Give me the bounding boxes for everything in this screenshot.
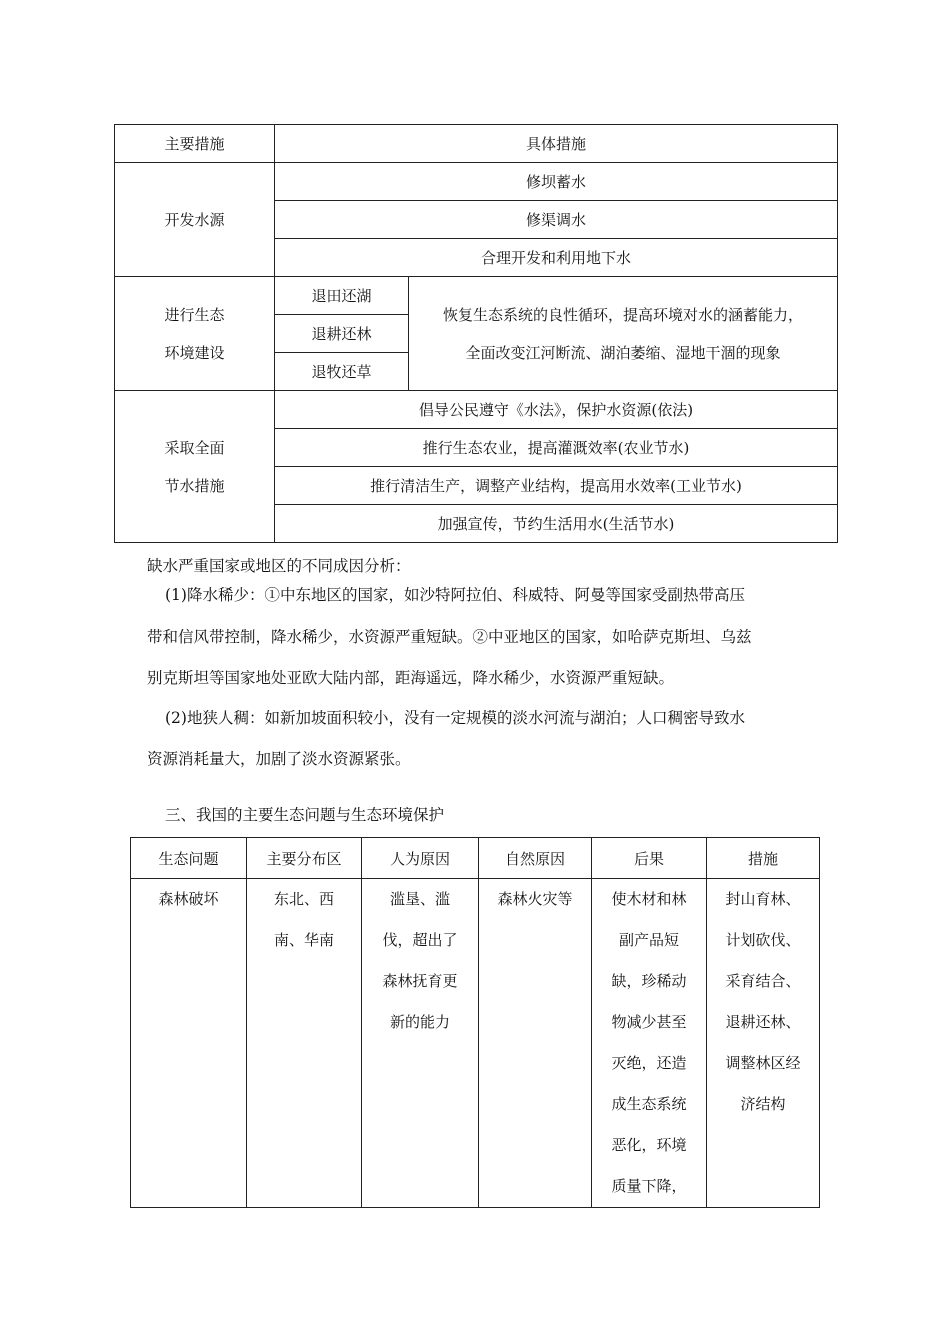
table-cell: 退牧还草 <box>275 353 409 391</box>
table-header-row <box>131 838 820 879</box>
table-row <box>115 125 838 163</box>
cell-line: 济结构 <box>740 1095 786 1113</box>
cell-line: 伐，超出了 <box>382 931 458 949</box>
cell-line: 缺，珍稀动 <box>611 972 687 990</box>
table-row <box>115 391 838 429</box>
cell-line: 森林抚育更 <box>382 972 458 990</box>
develop-water-label: 开发水源 <box>115 163 275 277</box>
cell-line: 退耕还林、 <box>725 1013 801 1031</box>
table-row <box>115 277 838 315</box>
cell-line: 副产品短 <box>618 931 679 949</box>
header-cell: 生态问题 <box>131 838 247 879</box>
table-cell: 倡导公民遵守《水法》，保护水资源(依法) <box>275 391 838 429</box>
result-cell <box>592 879 707 1208</box>
paragraph-line: (1)降水稀少：①中东地区的国家，如沙特阿拉伯、科威特、阿曼等国家受副热带高压 <box>165 586 745 604</box>
header-specific-measures: 具体措施 <box>275 125 838 163</box>
cell-line: 质量下降， <box>611 1177 687 1195</box>
label-line: 采取全面 <box>164 438 225 457</box>
desc-line: 恢复生态系统的良性循环，提高环境对水的涵蓄能力， <box>443 305 804 324</box>
label-line: 进行生态 <box>164 305 225 324</box>
header-main-measures: 主要措施 <box>115 125 275 163</box>
paragraph-line: 带和信风带控制，降水稀少，水资源严重短缺。②中亚地区的国家，如哈萨克斯坦、乌兹 <box>147 628 752 646</box>
paragraph-line: 别克斯坦等国家地处亚欧大陆内部，距海遥远，降水稀少，水资源严重短缺。 <box>147 669 675 687</box>
cell-line: 恶化，环境 <box>611 1136 687 1154</box>
problem-cell <box>131 879 247 1208</box>
header-cell: 人为原因 <box>362 838 479 879</box>
label-line: 环境建设 <box>164 343 225 362</box>
cell-line: 采育结合、 <box>725 972 801 990</box>
analysis-heading: 缺水严重国家或地区的不同成因分析： <box>147 557 411 575</box>
cell-line: 灭绝，还造 <box>611 1054 687 1072</box>
cell-line: 调整林区经 <box>725 1054 801 1072</box>
eco-description <box>409 277 838 391</box>
eco-problems-table <box>130 837 820 1208</box>
cell-line: 新的能力 <box>389 1013 450 1031</box>
table-cell: 修坝蓄水 <box>275 163 838 201</box>
table-row <box>131 879 820 1208</box>
measures-cell <box>707 879 820 1208</box>
table-cell: 退田还湖 <box>275 277 409 315</box>
table-cell: 加强宣传，节约生活用水(生活节水) <box>275 505 838 543</box>
region-cell <box>247 879 362 1208</box>
cell-line: 森林破坏 <box>158 890 219 908</box>
desc-line: 全面改变江河断流、湖泊萎缩、湿地干涸的现象 <box>465 343 781 362</box>
eco-construction-label <box>115 277 275 391</box>
paragraph-line: (2)地狭人稠：如新加坡面积较小，没有一定规模的淡水河流与湖泊；人口稠密导致水 <box>165 709 745 727</box>
cell-line: 封山育林、 <box>725 890 801 908</box>
label-line: 节水措施 <box>164 476 225 495</box>
paragraph-line: 资源消耗量大，加剧了淡水资源紧张。 <box>147 750 411 768</box>
cell-line: 成生态系统 <box>611 1095 687 1113</box>
natural-cause-cell <box>479 879 592 1208</box>
cell-line: 森林火灾等 <box>497 890 573 908</box>
human-cause-cell <box>362 879 479 1208</box>
cell-line: 计划砍伐、 <box>725 931 801 949</box>
cell-line: 南、华南 <box>273 931 334 949</box>
section-title: 三、我国的主要生态问题与生态环境保护 <box>165 806 445 824</box>
header-cell: 自然原因 <box>479 838 592 879</box>
header-cell: 主要分布区 <box>247 838 362 879</box>
header-cell: 措施 <box>707 838 820 879</box>
table-row <box>115 163 838 201</box>
table-cell: 推行生态农业，提高灌溉效率(农业节水) <box>275 429 838 467</box>
cell-line: 东北、西 <box>273 890 334 908</box>
table-cell: 推行清洁生产，调整产业结构，提高用水效率(工业节水) <box>275 467 838 505</box>
table-cell: 退耕还林 <box>275 315 409 353</box>
table-cell: 修渠调水 <box>275 201 838 239</box>
cell-line: 物减少甚至 <box>611 1013 687 1031</box>
table-cell: 合理开发和利用地下水 <box>275 239 838 277</box>
header-cell: 后果 <box>592 838 707 879</box>
cell-line: 滥垦、滥 <box>389 890 450 908</box>
cell-line: 使木材和林 <box>611 890 687 908</box>
water-saving-label <box>115 391 275 543</box>
water-measures-table <box>114 124 838 543</box>
